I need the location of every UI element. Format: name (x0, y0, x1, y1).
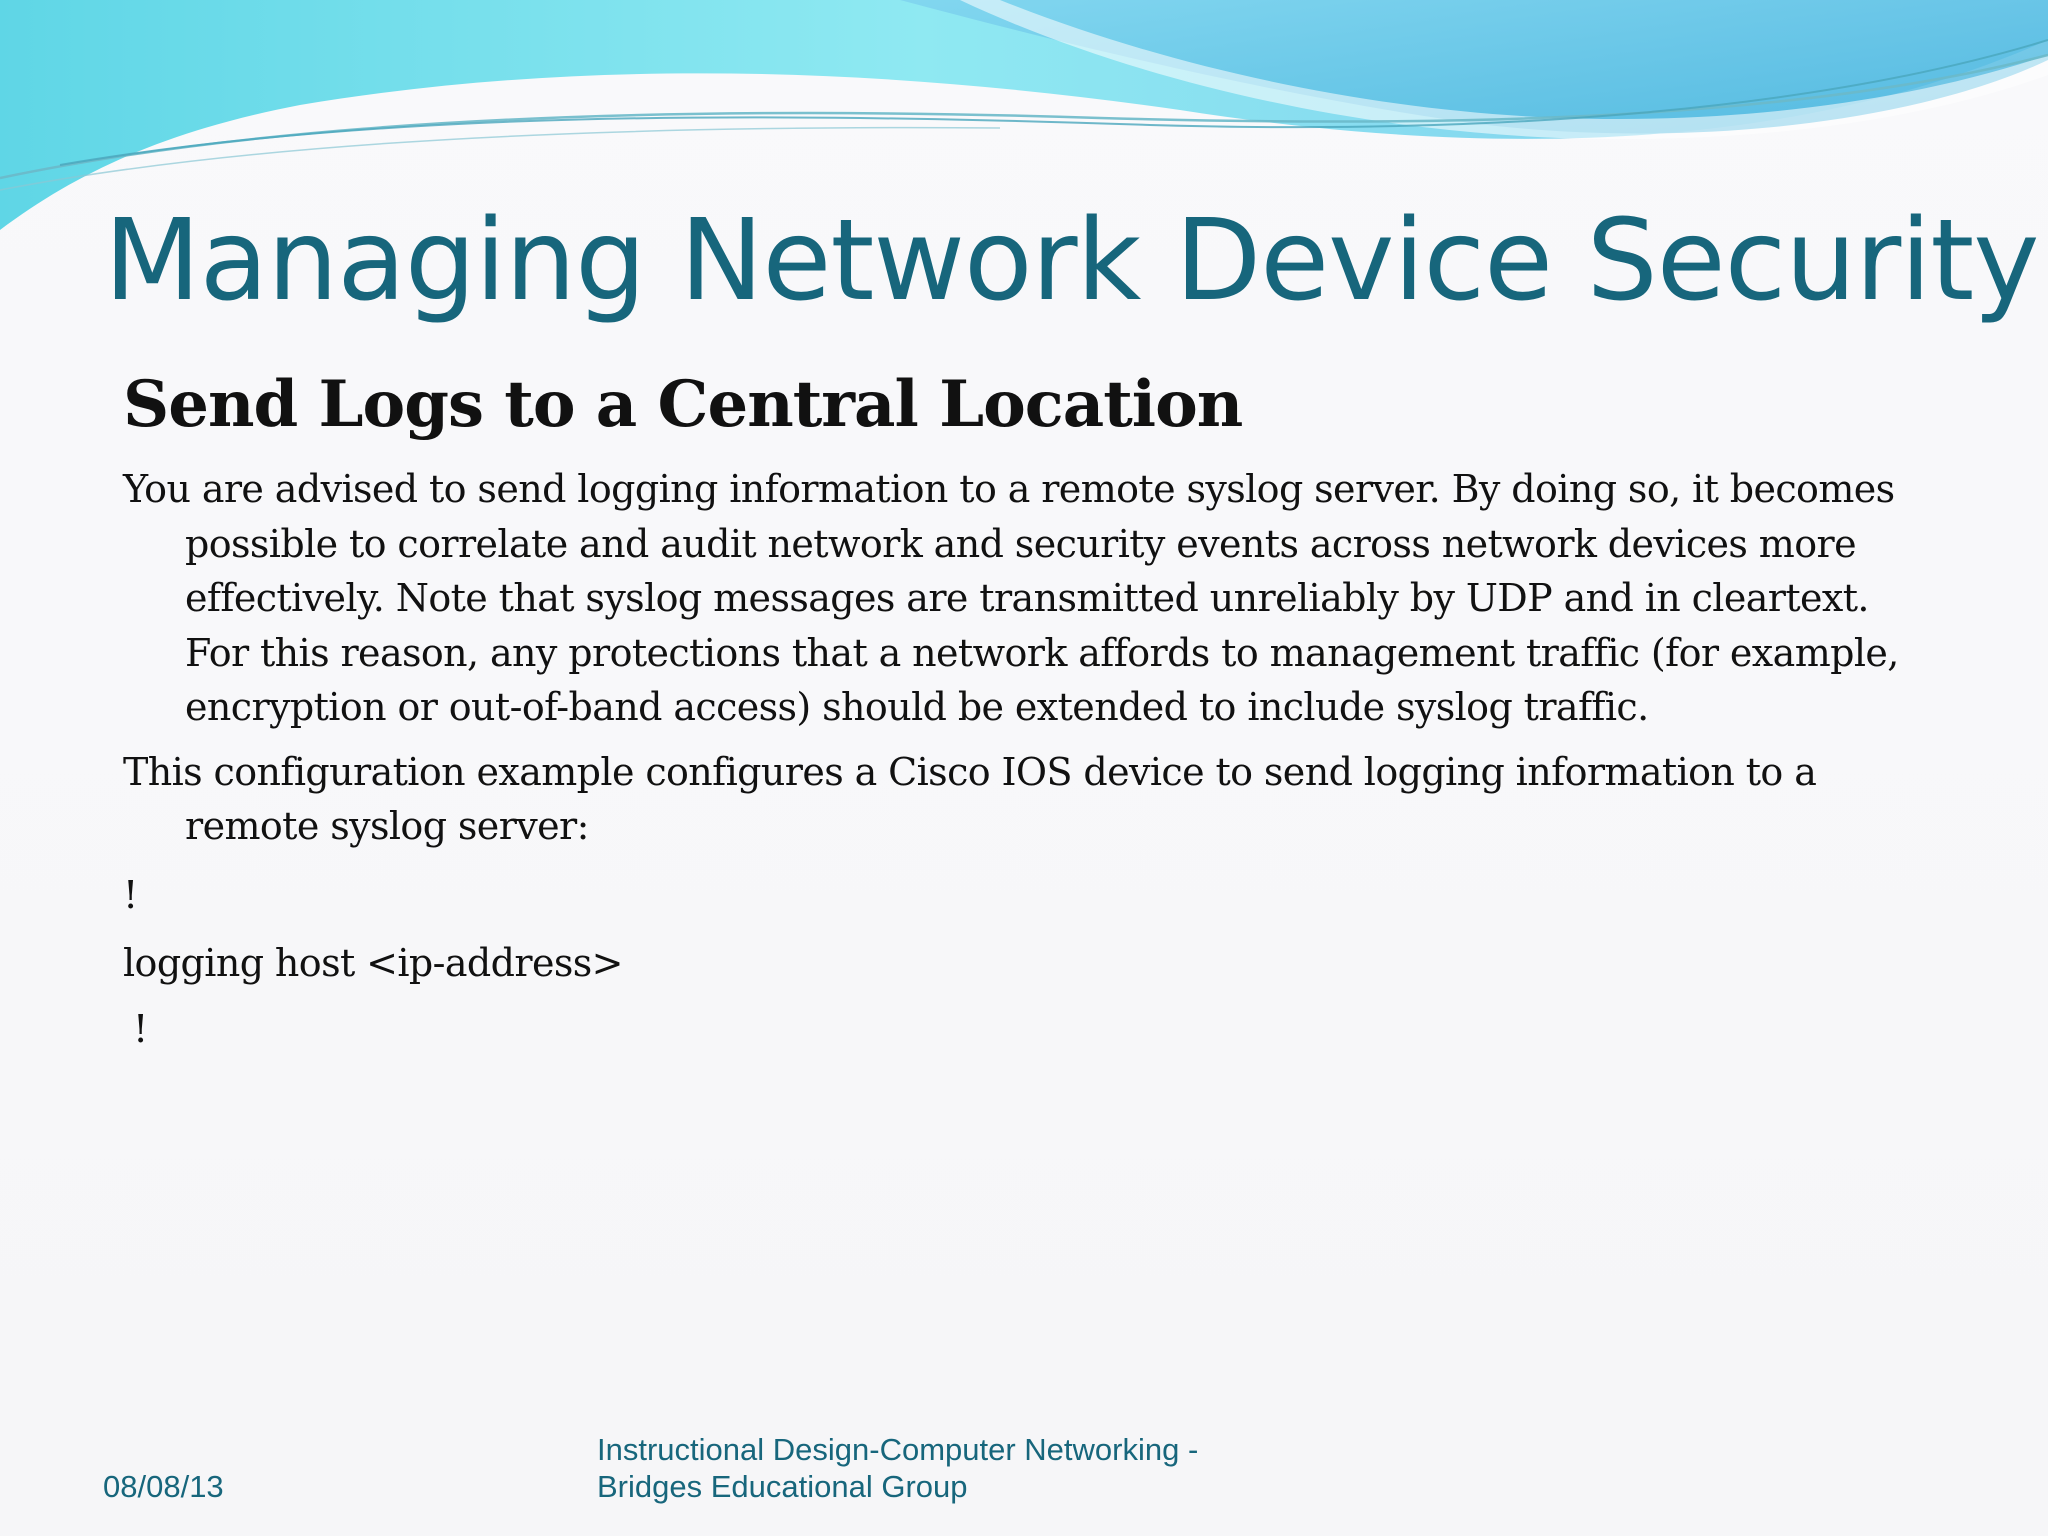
body-paragraph-2: This configuration example configures a Cisco IOS device to send logging information to a remote syslog server: (123, 749, 1817, 848)
section-heading: Send Logs to a Central Location (123, 367, 1243, 442)
slide-title: Managing Network Device Security (104, 196, 2039, 326)
footer-org-line-2: Bridges Educational Group (597, 1469, 968, 1504)
footer-organization (597, 1431, 1397, 1505)
footer-date: 08/08/13 (103, 1469, 224, 1504)
config-line-1: ! (123, 872, 138, 917)
footer-org-line-1: Instructional Design-Computer Networking - (597, 1432, 1199, 1467)
config-line-3: ! (133, 1006, 148, 1051)
slide-body (123, 360, 1903, 1056)
config-line-2: logging host <ip-address> (123, 940, 623, 985)
body-paragraph-1: You are advised to send logging information to a remote syslog server. By doing so, it becomes possible to correlate and audit network and security events across network devices more effectively. Note that syslog messages are transmitted unreliably by UDP and in cleartext. For this reason, any protections that a network affords to management traffic (for example, encryption or out-of-band access) should be extended to include syslog traffic. (123, 467, 1899, 729)
